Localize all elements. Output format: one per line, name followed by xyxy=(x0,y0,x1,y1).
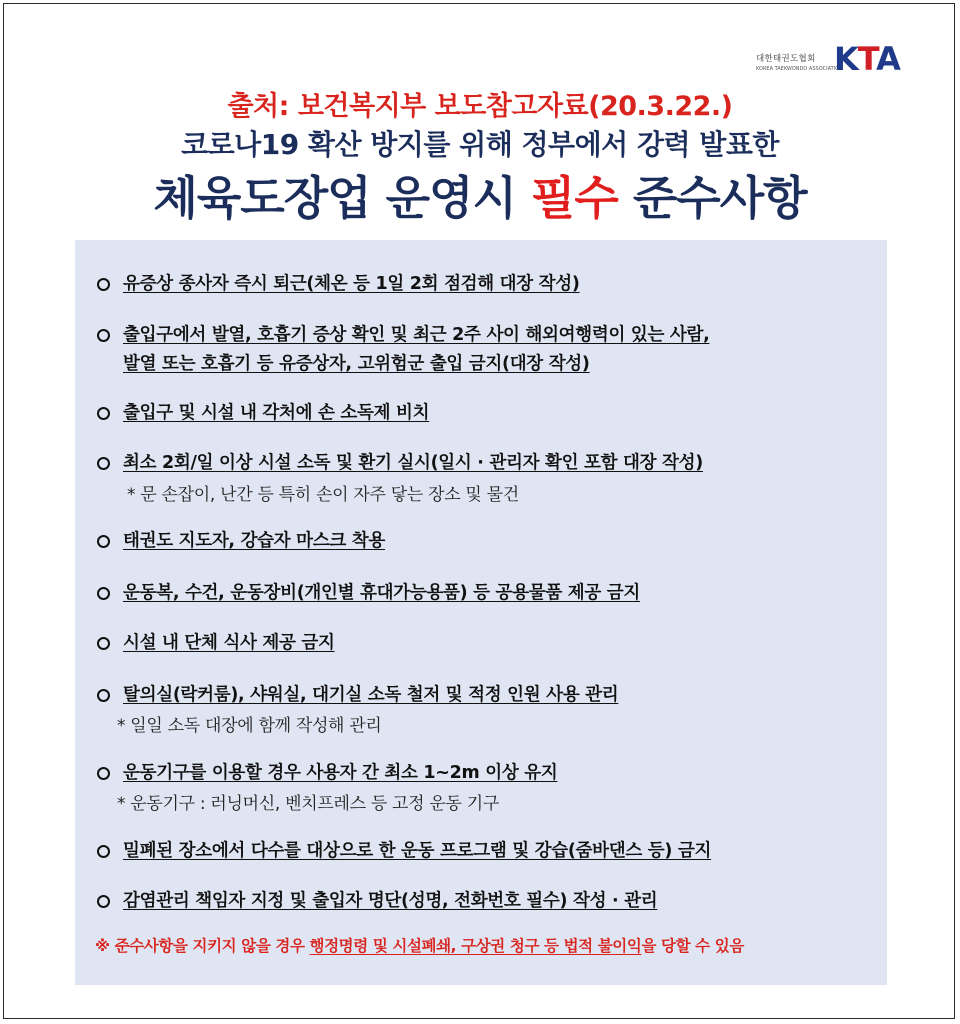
circle-bullet-icon xyxy=(97,278,110,291)
circle-bullet-icon xyxy=(97,407,110,420)
kta-logo xyxy=(756,38,906,78)
circle-bullet-icon xyxy=(97,689,110,702)
logo-mark: KTA xyxy=(834,40,900,78)
source-line: 출처: 보건복지부 보도참고자료(20.3.22.) xyxy=(227,91,733,122)
subtitle: 코로나19 확산 방지를 위해 정부에서 강력 발표한 xyxy=(181,128,779,161)
logo-org-name: 대한태권도협회 xyxy=(756,54,816,64)
circle-bullet-icon xyxy=(97,895,110,908)
circle-bullet-icon xyxy=(97,637,110,650)
page-title: 체육도장업 운영시 필수 준수사항 xyxy=(153,171,807,225)
penalty-warning: ※ 준수사항을 지키지 않을 경우 행정명령 및 시설폐쇄, 구상권 청구 등 법적 불이익을 당할 수 있음 xyxy=(95,937,744,955)
title-emphasis: 필수 xyxy=(530,171,618,225)
circle-bullet-icon xyxy=(97,767,110,780)
logo-org-name-en: KOREA TAEKWONDO ASSOCIATION xyxy=(756,66,843,72)
circle-bullet-icon xyxy=(97,587,110,600)
item-note: * 운동기구 : 러닝머신, 벤치프레스 등 고정 운동 기구 xyxy=(117,794,500,814)
circle-bullet-icon xyxy=(97,457,110,470)
rules-panel: 유증상 종사자 즉시 퇴근(체온 등 1일 2회 점검해 대장 작성) 출입구에서 발열, 호흡기 증상 확인 및 최근 2주 사이 해외여행력이 있는 사람, 발열 또는 호흡기 등 유증상자, 고위험군 출입 금지(대장 작성) 출입구 및 시설 내 각처에 손 소독제 비치 최소 2회/일 이상 시설 소독 및 환기 실시(일시 · 관리자 확인 포함 대장 작성) * 문 손잡이, 난간 등 특히 손이 자주 닿는 장소 및 물건 태권도 지도자, 강습자 마스크 착용 운동복, 수건, 운동장비(개인별 휴대가능용품) 등 공용물품 제공 금지 시설 내 단체 식사 제공 금지 탈의실(락커룸), 샤워실, 대기실 소독 철저 및 적정 인원 사용 관리 * 일일 소독 대장에 함께 작성해 관리 운동기구를 이용할 경우 사용자 간 최소 1~2m 이상 유지 * 운동기구 : 러닝머신, 벤치프레스 등 고정 운동 기구 밀폐된 장소에서 다수를 대상으로 한 운동 프로그램 및 강습(줌바댄스 등) 금지 감염관리 책임자 지정 및 출입자 명단(성명, 전화번호 필수) 작성 · 관리 ※ 준수사항을 지키지 않을 경우 행정명령 및 시설폐쇄, 구상권 청구 등 법적 불이익을 당할 수 있음 xyxy=(75,240,887,985)
circle-bullet-icon xyxy=(97,329,110,342)
item-note: * 일일 소독 대장에 함께 작성해 관리 xyxy=(117,716,382,736)
item-note: * 문 손잡이, 난간 등 특히 손이 자주 닿는 장소 및 물건 xyxy=(127,485,519,505)
circle-bullet-icon xyxy=(97,845,110,858)
circle-bullet-icon xyxy=(97,535,110,548)
